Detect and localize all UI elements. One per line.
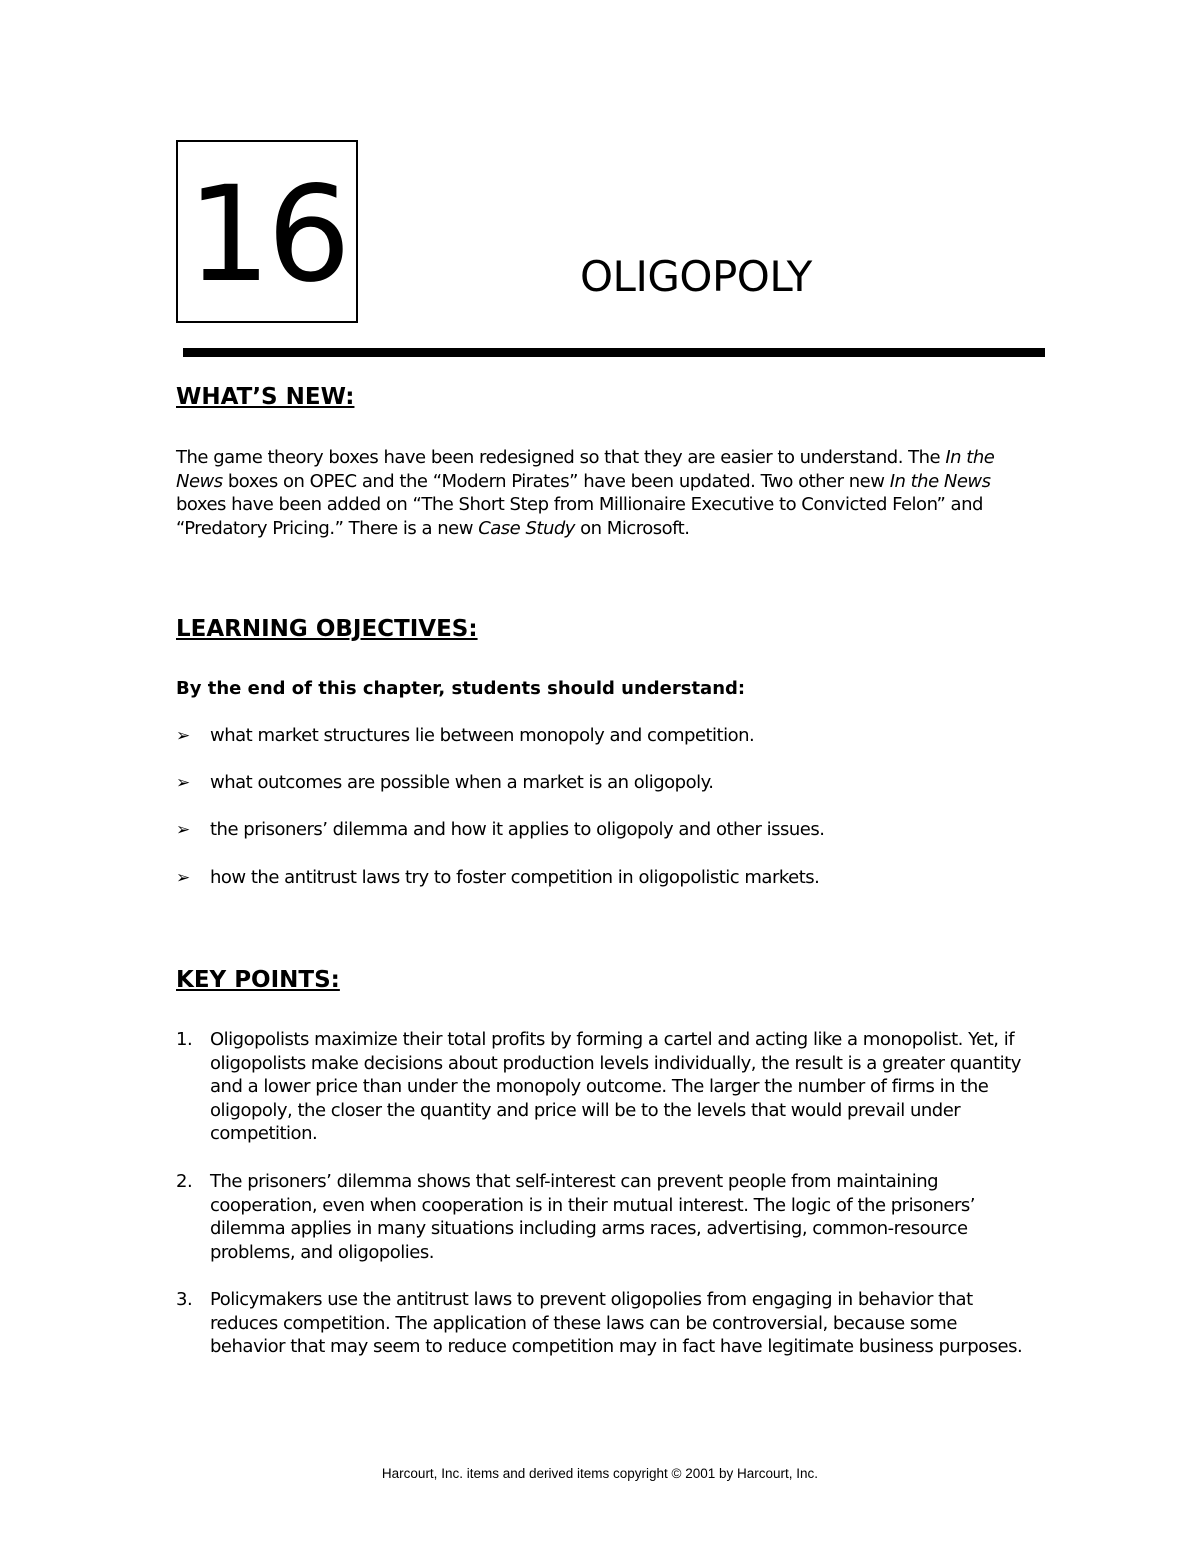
copyright-footer: Harcourt, Inc. items and derived items copyright © 2001 by Harcourt, Inc. [381,1466,819,1481]
objective-text: what outcomes are possible when a market is an oligopoly. [210,772,714,793]
key-point-item [176,1028,1030,1146]
whats-new-emphasis-1: In the News [176,447,995,492]
whats-new-emphasis-2: In the News [889,470,991,492]
key-point-number: 3. [176,1289,193,1310]
bullet-arrow-icon: ➢ [176,820,190,840]
key-point-number: 1. [176,1029,193,1050]
key-points-heading: KEY POINTS: [176,967,340,993]
objective-text: the prisoners’ dilemma and how it applies to oligopoly and other issues. [210,819,825,840]
learning-objectives-heading: LEARNING OBJECTIVES: [176,616,478,642]
objective-item [176,724,754,748]
key-point-text: The prisoners’ dilemma shows that self-interest can prevent people from maintaining cooperation, even when cooperation is in their mutual interest. The logic of the prisoners’ dilemma applies in many situations including arms races, advertising, common-resource problems, and oligopolies. [210,1171,975,1263]
objective-text: what market structures lie between monopoly and competition. [210,725,755,746]
bullet-arrow-icon: ➢ [176,868,190,888]
chapter-number: 16 [187,158,347,312]
whats-new-emphasis-3: Case Study [478,517,575,539]
whats-new-heading: WHAT’S NEW: [176,384,355,410]
objective-item [176,866,819,890]
bullet-arrow-icon: ➢ [176,773,190,793]
whats-new-text-1: The game theory boxes have been redesigned so that they are easier to understand. The [176,447,946,468]
title-divider [183,348,1045,357]
objective-item [176,771,713,795]
learning-objectives-intro: By the end of this chapter, students should understand: [176,678,746,699]
whats-new-text-2: boxes on OPEC and the “Modern Pirates” have been updated. Two other new [222,470,890,492]
chapter-title: OLIGOPOLY [580,252,812,301]
whats-new-text-4: on Microsoft. [574,517,690,539]
key-point-text: Policymakers use the antitrust laws to prevent oligopolies from engaging in behavior that reduces competition. The application of these laws can be controversial, because some behavior that may seem to reduce competition may in fact have legitimate business purposes. [210,1289,1023,1357]
key-point-number: 2. [176,1171,193,1192]
key-point-text: Oligopolists maximize their total profits by forming a cartel and acting like a monopolist. Yet, if oligopolists make decisions about production levels individually, the result is a greater quantity and a lower price than under the monopoly outcome. The larger the number of firms in the oligopoly, the closer the quantity and price will be to the levels that would prevail under competition. [210,1029,1021,1144]
objective-item [176,818,824,842]
whats-new-text-3: boxes have been added on “The Short Step from Millionaire Executive to Convicted Felon” and “Predatory Pricing.” There is a new [176,494,983,539]
bullet-arrow-icon: ➢ [176,726,190,746]
key-point-item [176,1170,1030,1264]
objective-text: how the antitrust laws try to foster competition in oligopolistic markets. [210,867,820,888]
key-point-item [176,1288,1030,1359]
whats-new-paragraph [176,446,1036,540]
